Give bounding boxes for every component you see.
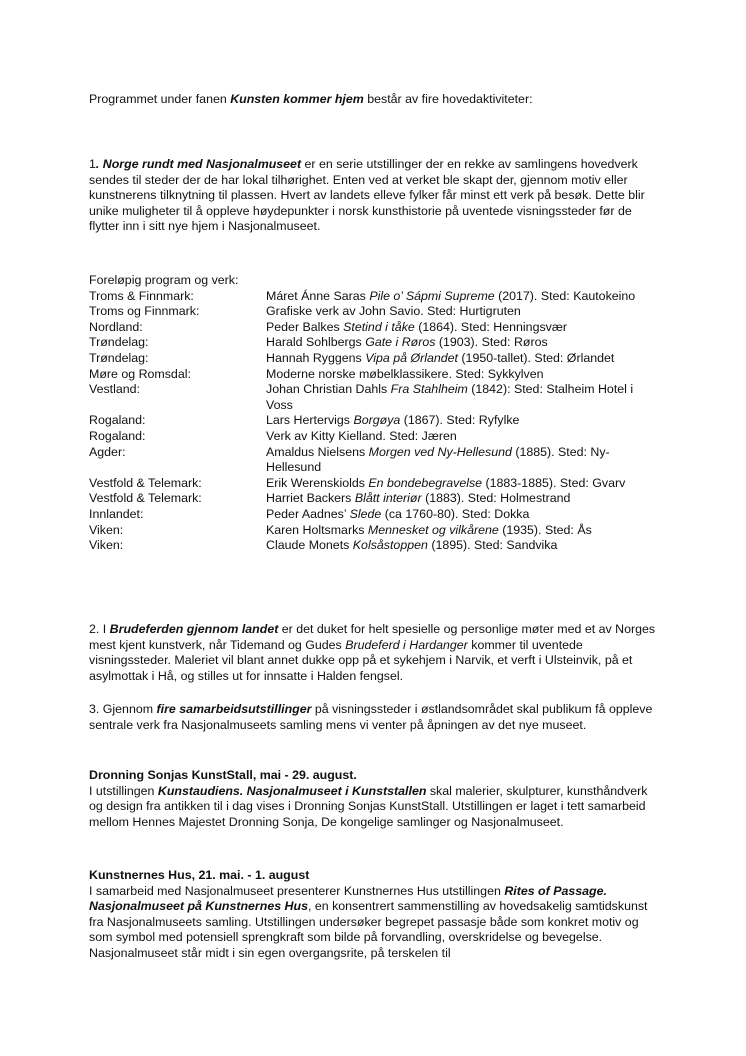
work-text-end: (1842): Sted: Stalheim Hotel i Voss <box>266 382 634 412</box>
intro-text: Programmet under fanen <box>89 92 231 106</box>
program-row <box>89 351 669 367</box>
program-work <box>266 382 652 413</box>
program-work <box>266 445 652 476</box>
work-text-end: (ca 1760-80). Sted: Dokka <box>381 506 530 521</box>
work-text-end: (1903). Sted: Røros <box>435 335 548 350</box>
program-row <box>89 289 669 305</box>
work-text: Peder Aadnes’ <box>266 506 350 521</box>
program-heading: Foreløpig program og verk: <box>89 273 239 287</box>
work-text: Harriet Backers <box>266 491 355 506</box>
work-text: Lars Hertervigs <box>266 413 354 428</box>
work-title: Vipa på Ørlandet <box>365 350 458 365</box>
program-work <box>266 335 652 351</box>
work-text: Verk av Kitty Kielland. Sted: Jæren <box>266 428 457 443</box>
work-text-end: (1867). Sted: Ryfylke <box>400 413 520 428</box>
program-work <box>266 351 652 367</box>
program-work <box>266 429 652 445</box>
work-text: Harald Sohlbergs <box>266 335 366 350</box>
program-row <box>89 507 669 523</box>
program-region: Nordland: <box>89 319 143 334</box>
s2-emphasis: Rites of Passage. Nasjonalmuseet på Kunstnernes Hus <box>89 883 607 914</box>
program-row <box>89 491 669 507</box>
section-kunststall <box>89 768 659 830</box>
program-work <box>266 289 652 305</box>
program-row <box>89 445 669 476</box>
program-region: Troms & Finnmark: <box>89 288 194 303</box>
program-work <box>266 523 652 539</box>
section-kunstnernes-hus-body <box>89 884 659 962</box>
work-title: Pile o’ Sápmi Supreme <box>369 288 495 303</box>
work-title: En bondebegravelse <box>368 475 483 490</box>
p2-text-mid: er det duket for helt spesielle og personlige møter med et av Norges mest kjent kunstverk, når Tidemand og Gudes <box>89 622 656 652</box>
program-row <box>89 429 669 445</box>
p1-body: er en serie utstillinger der en rekke av samlingens hovedverk sendes til steder der de har lokal tilhørighet. Enten ved at verket ble skapt der, gjennom motiv eller kunstnerens tilknytning til plassen. Hvert av landets elleve fylker får minst ett verk på besøk. Dette blir unike muligheter til å oppleve høydepunkter i norsk kunsthistorie på uventede visningssteder før de flytter inn i sitt nye hjem i Nasjonalmuseet. <box>89 157 645 234</box>
program-row <box>89 367 669 383</box>
intro-paragraph <box>89 92 659 108</box>
program-row <box>89 320 669 336</box>
s1-text: I utstillingen <box>89 783 158 798</box>
paragraph-1 <box>89 157 659 235</box>
work-title: Gate i Røros <box>365 335 436 350</box>
program-region: Agder: <box>89 444 126 459</box>
section-kunststall-body <box>89 784 659 831</box>
program-row <box>89 476 669 492</box>
section-kunstnernes-hus-heading: Kunstnernes Hus, 21. mai. - 1. august <box>89 868 310 882</box>
program-region: Trøndelag: <box>89 350 149 365</box>
work-text-end: (1895). Sted: Sandvika <box>427 538 558 553</box>
program-region: Vestland: <box>89 382 140 397</box>
program-region: Vestfold & Telemark: <box>89 491 202 506</box>
program-work <box>266 367 652 383</box>
work-text-end: (1883). Sted: Holmestrand <box>421 491 571 506</box>
p2-emphasis: Brudeferden gjennom landet <box>109 622 279 636</box>
work-text-end: (1883-1885). Sted: Gvarv <box>482 475 626 490</box>
program-work <box>266 491 652 507</box>
program-row <box>89 523 669 539</box>
p3-text-end: på visningssteder i østlandsområdet skal publikum få oppleve sentrale verk fra Nasjonalmuseets samling mens vi venter på åpningen av det nye museet. <box>89 702 653 732</box>
intro-emphasis: Kunsten kommer hjem <box>230 92 364 106</box>
work-title: Stetind i tåke <box>343 319 415 334</box>
work-text-end: (2017). Sted: Kautokeino <box>494 288 636 303</box>
program-region: Viken: <box>89 522 124 537</box>
program-region: Trøndelag: <box>89 335 149 350</box>
program-work <box>266 304 652 320</box>
program-work <box>266 413 652 429</box>
program-list <box>89 273 669 554</box>
work-text: Erik Werenskiolds <box>266 475 369 490</box>
s2-text: I samarbeid med Nasjonalmuseet presenterer Kunstnernes Hus utstillingen <box>89 883 505 898</box>
work-title: Blått interiør <box>354 491 422 506</box>
work-text-end: (1950-tallet). Sted: Ørlandet <box>457 350 615 365</box>
paragraph-2 <box>89 622 659 684</box>
p3-emphasis: fire samarbeidsutstillinger <box>156 702 312 716</box>
program-work <box>266 507 652 523</box>
program-region: Rogaland: <box>89 413 146 428</box>
program-row <box>89 413 669 429</box>
program-row <box>89 304 669 320</box>
s1-emphasis: Kunstaudiens. Nasjonalmuseet i Kunststallen <box>157 783 427 798</box>
work-text: Máret Ánne Saras <box>266 288 370 303</box>
s1-text-end: skal malerier, skulpturer, kunsthåndverk og design fra antikken til i dag vises i Dronning Sonjas KunstStall. Utstillingen er laget i tett samarbeid mellom Hennes Majestet Dronning Sonja, De kongelige samlinger og Nasjonalmuseet. <box>89 783 648 829</box>
program-work <box>266 320 652 336</box>
work-text: Grafiske verk av John Savio. Sted: Hurtigruten <box>266 304 521 319</box>
work-text: Karen Holtsmarks <box>266 522 368 537</box>
section-kunstnernes-hus <box>89 868 659 962</box>
work-text-end: (1864). Sted: Henningsvær <box>414 319 567 334</box>
s2-text-end: , en konsentrert sammenstilling av hovedsakelig samtidskunst fra Nasjonalmuseets samling. Utstillingen undersøker begrepet passasje både som konkret motiv og som symbol med potensiell sprengkraft som bilde på forvandling, overskridelse og bevegelse. Nasjonalmuseet står midt i sin egen overgangsrite, på terskelen til <box>89 899 648 960</box>
work-text: Claude Monets <box>266 538 353 553</box>
program-work <box>266 538 652 554</box>
work-text: Johan Christian Dahls <box>266 382 391 397</box>
program-work <box>266 476 652 492</box>
work-title: Morgen ved Ny-Hellesund <box>368 444 512 459</box>
program-row <box>89 335 669 351</box>
work-title: Kolsåstoppen <box>352 538 428 553</box>
work-text: Moderne norske møbelklassikere. Sted: Sykkylven <box>266 366 544 381</box>
intro-text-end: består av fire hovedaktiviteter: <box>363 92 533 106</box>
work-title: Slede <box>349 506 382 521</box>
p2-text-end: kommer til uventede visningssteder. Maleriet vil blant annet dukke opp på et sykehjem i Narvik, et verft i Ulsteinvik, på et asylmottak i Hå, og stilles ut for innsatte i Halden fengsel. <box>89 637 633 683</box>
work-title: Borgøya <box>353 413 401 428</box>
work-title: Mennesket og vilkårene <box>367 522 499 537</box>
work-text: Amaldus Nielsens <box>266 444 369 459</box>
program-region: Møre og Romsdal: <box>89 366 191 381</box>
program-region: Vestfold & Telemark: <box>89 475 202 490</box>
work-text: Hannah Ryggens <box>266 350 366 365</box>
work-text: Peder Balkes <box>266 319 344 334</box>
program-region: Viken: <box>89 538 124 553</box>
paragraph-3 <box>89 702 659 733</box>
p2-italic: Brudeferd i Hardanger <box>345 637 468 652</box>
p1-emphasis: . Norge rundt med Nasjonalmuseet <box>95 157 302 171</box>
p2-text: 2. I <box>89 622 110 636</box>
p3-text: 3. Gjennom <box>89 702 157 716</box>
program-rows <box>89 289 669 554</box>
section-kunststall-heading: Dronning Sonjas KunstStall, mai - 29. august. <box>89 768 357 782</box>
program-region: Innlandet: <box>89 506 144 521</box>
program-region: Rogaland: <box>89 428 146 443</box>
program-row <box>89 538 669 554</box>
program-row <box>89 382 669 413</box>
p1-number: 1 <box>89 157 96 171</box>
work-text-end: (1885). Sted: Ny-Hellesund <box>266 444 610 475</box>
work-title: Fra Stahlheim <box>390 382 468 397</box>
work-text-end: (1935). Sted: Ås <box>498 522 592 537</box>
program-region: Troms og Finnmark: <box>89 304 200 319</box>
